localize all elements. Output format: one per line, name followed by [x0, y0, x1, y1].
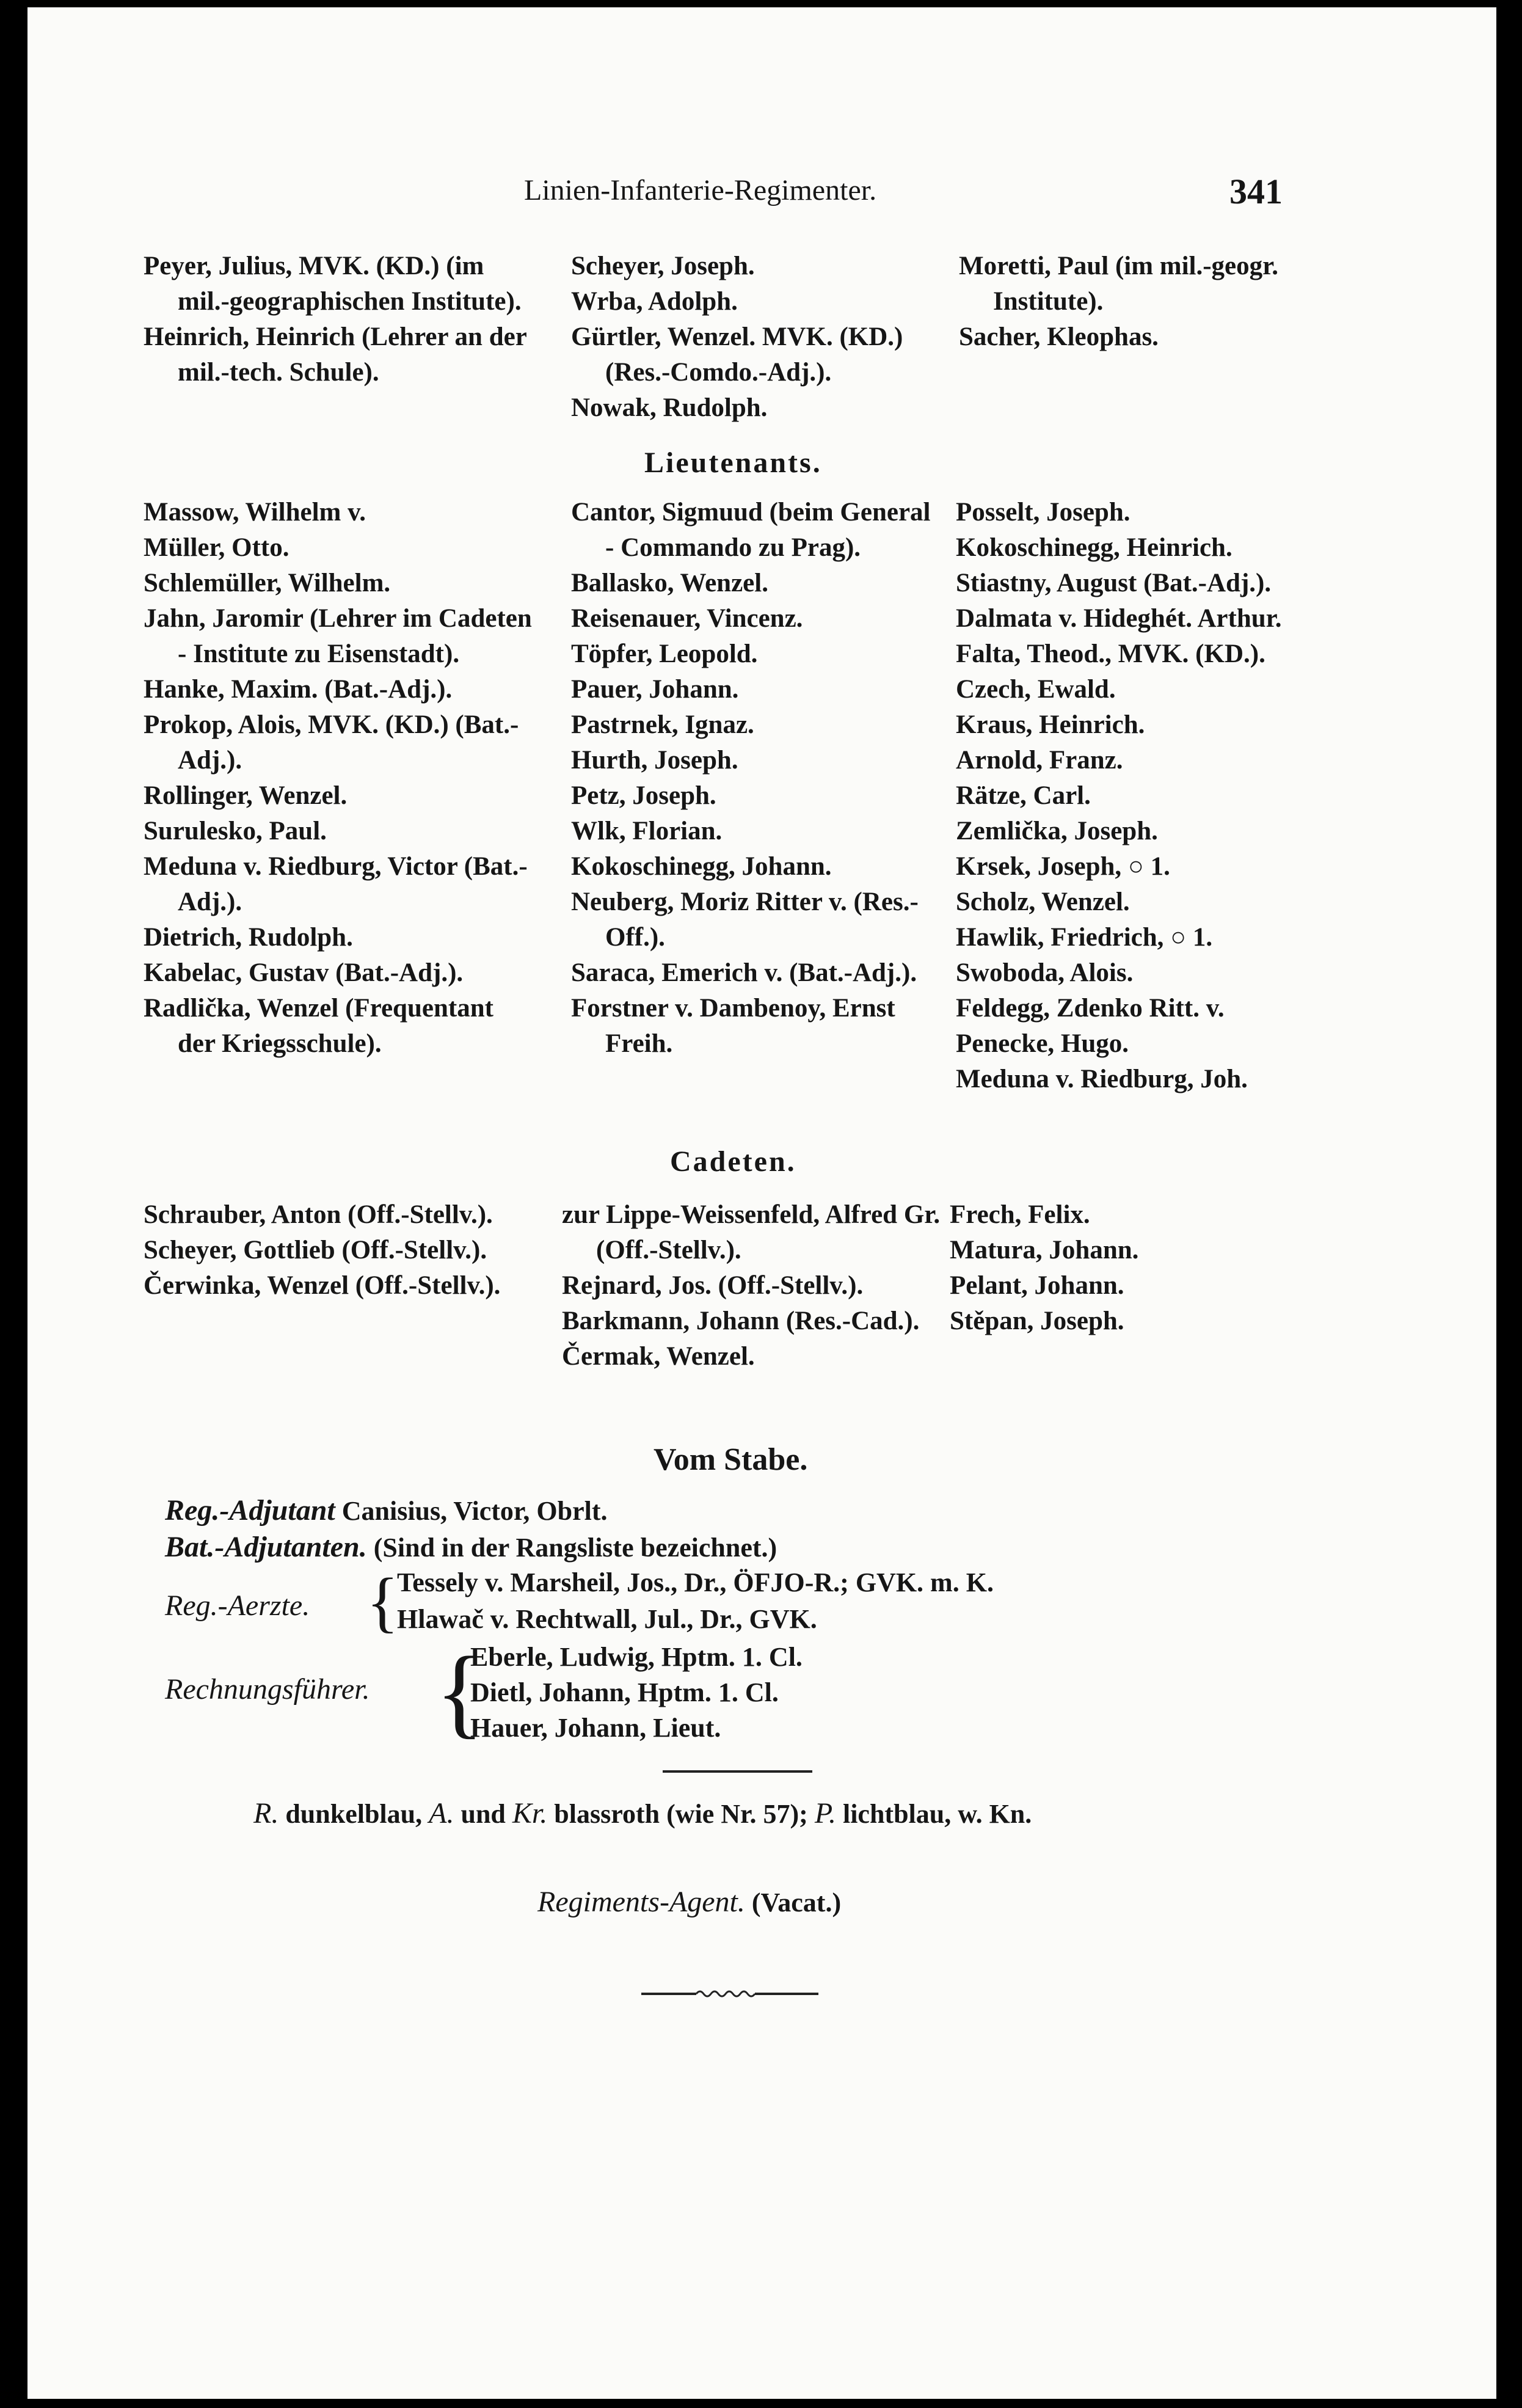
- list-item: Petz, Joseph.: [571, 781, 716, 810]
- reg-adjutant-label: Reg.-Adjutant: [165, 1494, 335, 1527]
- reg-adjutant-value: Canisius, Victor, Obrlt.: [341, 1496, 608, 1526]
- colors-p: P.: [814, 1797, 836, 1830]
- agent-value: (Vacat.): [751, 1888, 842, 1917]
- list-item: Prokop, Alois, MVK. (KD.) (Bat.-Adj.).: [144, 710, 519, 775]
- bat-adjutanten-row: [165, 1530, 777, 1566]
- reg-aerzte-line: Tessely v. Marsheil, Jos., Dr., ÖFJO-R.; GVK. m. K.: [397, 1567, 994, 1597]
- list-item: Schrauber, Anton (Off.-Stellv.).: [144, 1200, 493, 1229]
- list-item: Arnold, Franz.: [956, 746, 1123, 775]
- reg-aerzte-label: Reg.-Aerzte.: [165, 1589, 310, 1622]
- list-item: Forstner v. Dambenoy, Ernst Freih.: [571, 994, 895, 1058]
- list-item: Gürtler, Wenzel. MVK. (KD.) (Res.-Comdo.-Adj.).: [571, 323, 903, 387]
- colors-kr: Kr.: [512, 1797, 548, 1830]
- list-item: Neuberg, Moriz Ritter v. (Res.-Off.).: [571, 888, 919, 952]
- list-item: Scheyer, Joseph.: [571, 252, 755, 280]
- list-item: Hanke, Maxim. (Bat.-Adj.).: [144, 675, 453, 704]
- rechnungsfuehrer-line: Eberle, Ludwig, Hptm. 1. Cl.: [470, 1642, 803, 1672]
- brace-rechnungsfuehrer: {: [435, 1636, 484, 1748]
- divider: [663, 1770, 812, 1773]
- list-item: Kabelac, Gustav (Bat.-Adj.).: [144, 958, 464, 987]
- list-item: Ballasko, Wenzel.: [571, 569, 768, 597]
- list-item: Radlička, Wenzel (Frequentant der Kriegsschule).: [144, 994, 493, 1058]
- list-item: Krsek, Joseph, ○ 1.: [956, 852, 1170, 881]
- heading-vom-stabe: Vom Stabe.: [654, 1442, 808, 1477]
- list-item: Peyer, Julius, MVK. (KD.) (im mil.-geographischen Institute).: [144, 252, 522, 316]
- list-item: Wlk, Florian.: [571, 817, 723, 845]
- list-item: Hawlik, Friedrich, ○ 1.: [956, 923, 1213, 952]
- list-item: Saraca, Emerich v. (Bat.-Adj.).: [571, 958, 917, 987]
- list-item: Feldegg, Zdenko Ritt. v.: [956, 994, 1225, 1023]
- rechnungsfuehrer-line: Hauer, Johann, Lieut.: [470, 1713, 721, 1743]
- brace-aerzte: {: [366, 1564, 399, 1639]
- list-item: Scholz, Wenzel.: [956, 888, 1130, 916]
- colors-a: A.: [429, 1797, 454, 1830]
- colors-kr-text: blassroth (wie Nr. 57);: [554, 1799, 808, 1829]
- list-item: Dalmata v. Hideghét. Arthur.: [956, 604, 1282, 633]
- colors-und: und: [461, 1799, 506, 1829]
- list-item: zur Lippe-Weissenfeld, Alfred Gr. (Off.-Stellv.).: [562, 1200, 941, 1264]
- top-column-2: [571, 249, 938, 426]
- colors-r: R.: [253, 1797, 279, 1830]
- top-column-3: [959, 249, 1325, 355]
- list-item: Kokoschinegg, Heinrich.: [956, 533, 1233, 562]
- list-item: Moretti, Paul (im mil.-geogr. Institute).: [959, 252, 1279, 316]
- rechnungsfuehrer-label: Rechnungsführer.: [165, 1673, 370, 1706]
- regiments-agent: [537, 1884, 841, 1921]
- list-item: Scheyer, Gottlieb (Off.-Stellv.).: [144, 1236, 487, 1264]
- list-item: Stiastny, August (Bat.-Adj.).: [956, 569, 1272, 597]
- list-item: Barkmann, Johann (Res.-Cad.).: [562, 1307, 920, 1335]
- agent-label: Regiments-Agent.: [537, 1886, 745, 1918]
- list-item: Penecke, Hugo.: [956, 1029, 1129, 1058]
- list-item: Čerwinka, Wenzel (Off.-Stellv.).: [144, 1271, 501, 1300]
- page-number: 341: [1229, 172, 1283, 211]
- list-item: Sacher, Kleophas.: [959, 323, 1159, 351]
- list-item: Kraus, Heinrich.: [956, 710, 1145, 739]
- list-item: Matura, Johann.: [950, 1236, 1139, 1264]
- list-item: Pastrnek, Ignaz.: [571, 710, 754, 739]
- heading-cadeten: Cadeten.: [670, 1145, 796, 1178]
- bat-adjutanten-label: Bat.-Adjutanten.: [165, 1531, 367, 1563]
- list-item: Swoboda, Alois.: [956, 958, 1134, 987]
- rechnungsfuehrer-line: Dietl, Johann, Hptm. 1. Cl.: [470, 1677, 779, 1707]
- reg-aerzte-line: Hlawač v. Rechtwall, Jul., Dr., GVK.: [397, 1604, 817, 1634]
- reg-adjutant-row: [165, 1493, 607, 1529]
- ornamental-divider: [641, 1985, 818, 2000]
- regiment-colors: [253, 1796, 1032, 1832]
- cadeten-column-2: [562, 1197, 941, 1374]
- list-item: Rätze, Carl.: [956, 781, 1091, 810]
- list-item: Töpfer, Leopold.: [571, 640, 758, 668]
- list-item: Rejnard, Jos. (Off.-Stellv.).: [562, 1271, 864, 1300]
- list-item: Meduna v. Riedburg, Victor (Bat.-Adj.).: [144, 852, 528, 916]
- list-item: Cantor, Sigmuud (beim General - Commando zu Prag).: [571, 498, 931, 562]
- cadeten-column-1: [144, 1197, 534, 1304]
- cadeten-column-3: [950, 1197, 1316, 1339]
- list-item: Müller, Otto.: [144, 533, 289, 562]
- list-item: Dietrich, Rudolph.: [144, 923, 353, 952]
- list-item: Frech, Felix.: [950, 1200, 1090, 1229]
- list-item: Hurth, Joseph.: [571, 746, 738, 775]
- top-column-1: [144, 249, 534, 390]
- list-item: Stěpan, Joseph.: [950, 1307, 1124, 1335]
- list-item: Zemlička, Joseph.: [956, 817, 1158, 845]
- bat-adjutanten-value: (Sind in der Rangsliste bezeichnet.): [373, 1533, 777, 1563]
- list-item: Wrba, Adolph.: [571, 287, 738, 316]
- lieutenants-column-1: [144, 495, 534, 1062]
- list-item: Meduna v. Riedburg, Joh.: [956, 1065, 1248, 1093]
- list-item: Kokoschinegg, Johann.: [571, 852, 832, 881]
- list-item: Heinrich, Heinrich (Lehrer an der mil.-tech. Schule).: [144, 323, 527, 387]
- list-item: Nowak, Rudolph.: [571, 393, 768, 422]
- document: [27, 7, 1496, 2399]
- list-item: Falta, Theod., MVK. (KD.).: [956, 640, 1265, 668]
- list-item: Rollinger, Wenzel.: [144, 781, 348, 810]
- list-item: Reisenauer, Vincenz.: [571, 604, 803, 633]
- list-item: Čermak, Wenzel.: [562, 1342, 755, 1371]
- list-item: Massow, Wilhelm v.: [144, 498, 366, 527]
- list-item: Pauer, Johann.: [571, 675, 739, 704]
- list-item: Surulesko, Paul.: [144, 817, 327, 845]
- book-page: [27, 7, 1496, 2399]
- list-item: Jahn, Jaromir (Lehrer im Cadeten - Institute zu Eisenstadt).: [144, 604, 532, 668]
- list-item: Pelant, Johann.: [950, 1271, 1124, 1300]
- lieutenants-column-2: [571, 495, 938, 1062]
- list-item: Czech, Ewald.: [956, 675, 1116, 704]
- heading-lieutenants: Lieutenants.: [644, 447, 822, 479]
- colors-r-text: dunkelblau,: [285, 1799, 423, 1829]
- list-item: Posselt, Joseph.: [956, 498, 1131, 527]
- lieutenants-column-3: [956, 495, 1347, 1097]
- running-header: Linien-Infanterie-Regimenter.: [524, 174, 877, 206]
- colors-p-text: lichtblau, w. Kn.: [842, 1799, 1032, 1829]
- list-item: Schlemüller, Wilhelm.: [144, 569, 391, 597]
